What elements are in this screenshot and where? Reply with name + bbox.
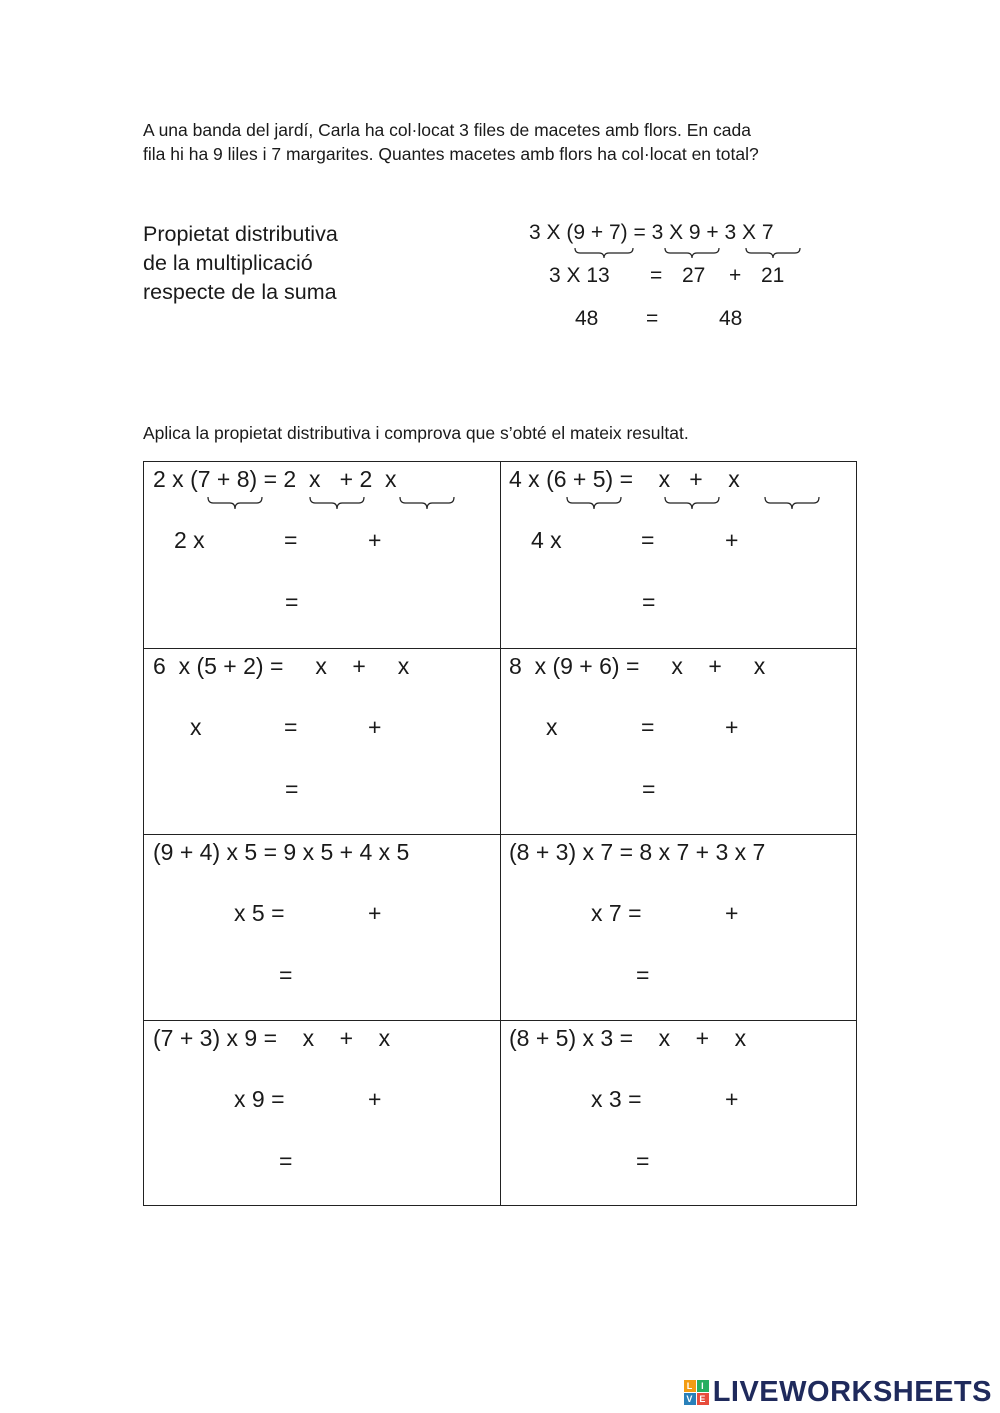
example-brace-2 bbox=[664, 247, 720, 261]
problem-line-2: fila hi ha 9 liles i 7 margarites. Quantes macetes amb flors ha col·locat en total? bbox=[143, 144, 759, 164]
cell-6-line-2-plus: + bbox=[725, 900, 739, 926]
logo-mark-icon bbox=[684, 1380, 709, 1405]
cell-6-line-1: (8 + 3) x 7 = 8 x 7 + 3 x 7 bbox=[509, 839, 766, 865]
example-brace-1 bbox=[574, 247, 634, 261]
cell-7-line-2-factor: x 9 = bbox=[234, 1086, 285, 1112]
cell-2-brace-3 bbox=[764, 496, 820, 512]
logo-mark-e: E bbox=[697, 1393, 709, 1405]
exercise-cell-8 bbox=[501, 1021, 857, 1207]
cell-1-line-3-equals: = bbox=[285, 589, 299, 615]
cell-2-line-1: 4 x (6 + 5) = x + x bbox=[509, 466, 740, 492]
example-line-2-b: 27 bbox=[682, 264, 706, 287]
cell-3-line-2-plus: + bbox=[368, 714, 382, 740]
cell-4-line-3-equals: = bbox=[642, 776, 656, 802]
exercise-cell-4 bbox=[501, 649, 857, 835]
cell-5-line-2-plus: + bbox=[368, 900, 382, 926]
exercise-cell-5 bbox=[144, 835, 500, 1021]
property-line-2: de la multiplicació bbox=[143, 251, 313, 275]
cell-1-brace-3 bbox=[399, 496, 455, 512]
property-line-1: Propietat distributiva bbox=[143, 222, 338, 246]
cell-1-brace-1 bbox=[207, 496, 263, 512]
cell-4-line-2-plus: + bbox=[725, 714, 739, 740]
cell-6-line-2-factor: x 7 = bbox=[591, 900, 642, 926]
cell-7-line-2-plus: + bbox=[368, 1086, 382, 1112]
cell-5-line-3-equals: = bbox=[279, 962, 293, 988]
example-line-2-plus: + bbox=[729, 264, 742, 287]
cell-3-line-2-factor: x bbox=[190, 714, 202, 740]
cell-4-line-1: 8 x (9 + 6) = x + x bbox=[509, 653, 766, 679]
problem-statement bbox=[143, 118, 759, 166]
cell-6-line-3-equals: = bbox=[636, 962, 650, 988]
exercise-cell-1 bbox=[144, 462, 500, 648]
cell-5-line-1: (9 + 4) x 5 = 9 x 5 + 4 x 5 bbox=[153, 839, 410, 865]
cell-2-line-2-equals: = bbox=[641, 527, 655, 553]
logo-mark-i: I bbox=[697, 1380, 709, 1392]
example-line-3-equals: = bbox=[646, 307, 659, 330]
example-line-2-left: 3 X 13 bbox=[549, 264, 610, 287]
cell-3-line-3-equals: = bbox=[285, 776, 299, 802]
cell-2-line-3-equals: = bbox=[642, 589, 656, 615]
example-line-3-right: 48 bbox=[719, 307, 743, 330]
cell-2-brace-2 bbox=[664, 496, 720, 512]
example-line-3-left: 48 bbox=[575, 307, 599, 330]
cell-4-line-2-equals: = bbox=[641, 714, 655, 740]
example-line-2-equals: = bbox=[650, 264, 663, 287]
cell-7-line-1: (7 + 3) x 9 = x + x bbox=[153, 1025, 391, 1051]
cell-2-brace-1 bbox=[566, 496, 622, 512]
cell-8-line-3-equals: = bbox=[636, 1148, 650, 1174]
logo-text: LIVEWORKSHEETS bbox=[712, 1376, 992, 1408]
cell-8-line-2-factor: x 3 = bbox=[591, 1086, 642, 1112]
property-line-3: respecte de la suma bbox=[143, 280, 337, 304]
cell-8-line-1: (8 + 5) x 3 = x + x bbox=[509, 1025, 747, 1051]
cell-4-line-2-factor: x bbox=[546, 714, 558, 740]
cell-1-brace-2 bbox=[309, 496, 365, 512]
problem-line-1: A una banda del jardí, Carla ha col·locat 3 files de macetes amb flors. En cada bbox=[143, 120, 751, 140]
cell-8-line-2-plus: + bbox=[725, 1086, 739, 1112]
example-line-2-c: 21 bbox=[761, 264, 785, 287]
logo-mark-l: L bbox=[684, 1380, 696, 1392]
exercise-grid bbox=[143, 461, 857, 1206]
logo-mark-v: V bbox=[684, 1393, 696, 1405]
cell-3-line-1: 6 x (5 + 2) = x + x bbox=[153, 653, 410, 679]
cell-1-line-2-factor: 2 x bbox=[174, 527, 205, 553]
cell-5-line-2-factor: x 5 = bbox=[234, 900, 285, 926]
exercise-cell-2 bbox=[501, 462, 857, 648]
cell-1-line-1: 2 x (7 + 8) = 2 x + 2 x bbox=[153, 466, 397, 492]
liveworksheets-logo bbox=[684, 1376, 992, 1409]
instruction: Aplica la propietat distributiva i comprova que s’obté el mateix resultat. bbox=[143, 423, 689, 443]
exercise-cell-3 bbox=[144, 649, 500, 835]
cell-7-line-3-equals: = bbox=[279, 1148, 293, 1174]
exercise-cell-7 bbox=[144, 1021, 500, 1207]
cell-3-line-2-equals: = bbox=[284, 714, 298, 740]
example-line-1: 3 X (9 + 7) = 3 X 9 + 3 X 7 bbox=[529, 221, 774, 244]
example-brace-3 bbox=[745, 247, 801, 261]
cell-2-line-2-plus: + bbox=[725, 527, 739, 553]
cell-1-line-2-equals: = bbox=[284, 527, 298, 553]
cell-1-line-2-plus: + bbox=[368, 527, 382, 553]
cell-2-line-2-factor: 4 x bbox=[531, 527, 562, 553]
exercise-cell-6 bbox=[501, 835, 857, 1021]
property-title bbox=[143, 220, 338, 307]
